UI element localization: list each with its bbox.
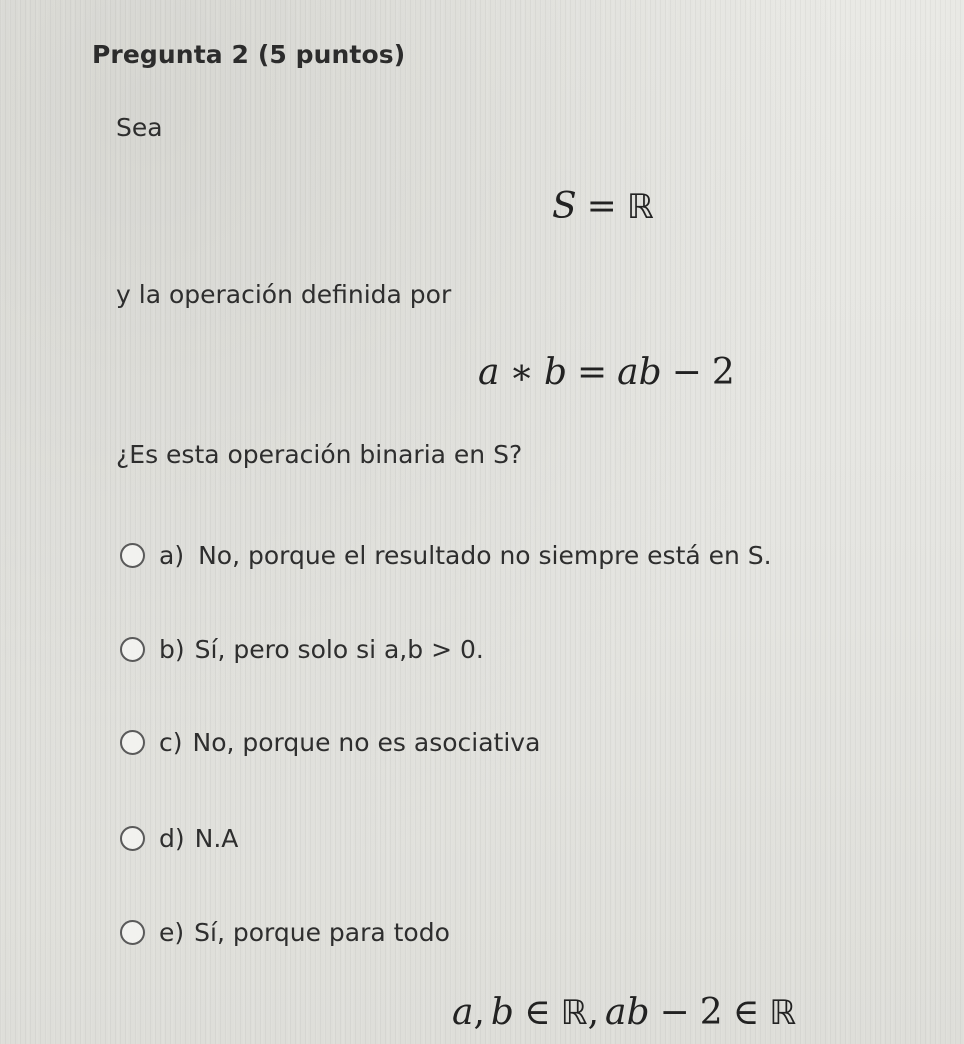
e-reals-1: ℝ [560, 993, 588, 1033]
question-title: Pregunta 2 (5 puntos) [92, 40, 406, 69]
option-d-radio[interactable] [120, 826, 145, 851]
equals-sign: = [586, 186, 617, 227]
set-definition [552, 186, 654, 227]
op-equals: = [576, 352, 608, 393]
e-product-ab: ab [605, 992, 650, 1033]
e-minus: − [659, 992, 690, 1033]
op-star: ∗ [509, 352, 534, 393]
e-var-a: a [452, 992, 474, 1033]
option-e-radio[interactable] [120, 920, 145, 945]
option-b[interactable] [120, 635, 484, 664]
option-e[interactable] [120, 918, 450, 947]
option-e-math [452, 992, 796, 1033]
option-e-letter: e) [159, 918, 185, 947]
reals-symbol: ℝ [626, 187, 654, 227]
e-comma-2: , [587, 992, 600, 1033]
option-b-text: Sí, pero solo si a,b > 0. [194, 635, 484, 664]
option-b-radio[interactable] [120, 637, 145, 662]
e-var-b: b [490, 992, 514, 1033]
option-e-text: Sí, porque para todo [194, 918, 450, 947]
op-minus: − [671, 352, 702, 393]
intro-text: Sea [116, 113, 163, 142]
option-b-letter: b) [159, 635, 185, 664]
option-a-text: No, porque el resultado no siempre está en S. [198, 541, 772, 570]
option-c[interactable] [120, 728, 540, 757]
option-d[interactable] [120, 824, 238, 853]
e-constant: 2 [699, 992, 723, 1033]
option-d-letter: d) [159, 824, 185, 853]
option-a[interactable] [120, 541, 772, 570]
option-c-text: No, porque no es asociativa [192, 728, 541, 757]
e-reals-2: ℝ [769, 993, 797, 1033]
option-a-radio[interactable] [120, 543, 145, 568]
op-constant: 2 [711, 352, 735, 393]
e-comma-1: , [473, 992, 485, 1033]
op-var-b: b [543, 352, 567, 393]
option-c-radio[interactable] [120, 730, 145, 755]
op-var-a: a [478, 352, 500, 393]
question-prompt: ¿Es esta operación binaria en S? [116, 440, 523, 469]
option-d-text: N.A [194, 824, 239, 853]
set-symbol-s: S [552, 186, 577, 227]
option-a-letter: a) [159, 541, 185, 570]
op-product-ab: ab [617, 352, 662, 393]
e-element-of-1: ∈ [523, 992, 551, 1033]
operation-definition [478, 352, 735, 393]
e-element-of-2: ∈ [732, 992, 760, 1033]
option-c-letter: c) [159, 728, 183, 757]
operation-intro-text: y la operación definida por [116, 280, 452, 309]
